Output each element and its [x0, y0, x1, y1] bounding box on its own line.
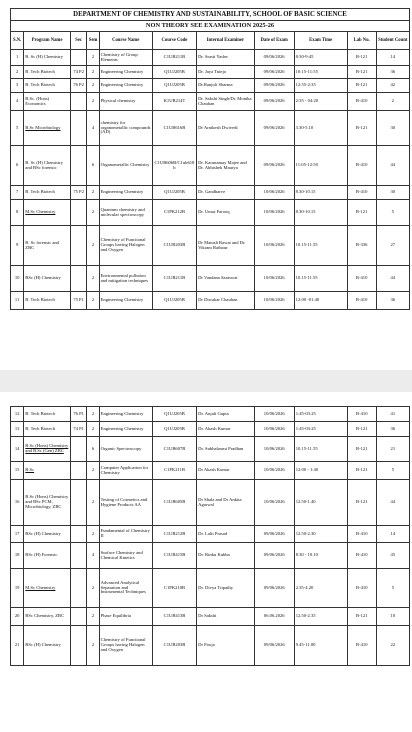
cell-sem: 2 — [87, 422, 99, 437]
cell-examiner: Dr. Sakshi Singh/Dr. Monika Chauhan — [197, 93, 255, 111]
cell-sec — [70, 50, 87, 66]
cell-program: B.Sc. (Hons) Economics — [24, 93, 71, 111]
cell-sec: 75 P2 — [70, 186, 87, 200]
cell-examiner: Dr. Akash Kumar — [197, 422, 255, 437]
cell-count: 45 — [376, 543, 409, 569]
cell-course: Phase Equilibria — [99, 608, 152, 626]
cell-date: 09/06/2026 — [254, 526, 294, 543]
cell-course: Chemistry of Functional Groups having Halogen and Oxygen — [99, 626, 152, 666]
col-examiner: Internal Examiner — [197, 32, 255, 50]
cell-sec — [70, 526, 87, 543]
col-date: Date of Exam — [254, 32, 294, 50]
cell-time: 8.30-10.15 — [294, 200, 347, 226]
cell-sem: 6 — [87, 146, 99, 186]
cell-code: Q1UJ205B — [152, 407, 196, 422]
cell-lab: B-121 — [347, 462, 376, 480]
exam-subtitle: NON THEORY SEE EXAMINATION 2025-26 — [11, 21, 410, 32]
cell-lab: B-121 — [347, 111, 376, 146]
cell-examiner: Dr. Divya Tripathy — [197, 569, 255, 608]
cell-course: Engineering Chemistry — [99, 292, 152, 310]
cell-lab: B-121 — [347, 608, 376, 626]
cell-time: 10.15-11.55 — [294, 266, 347, 292]
cell-examiner: Dr Vandana Saraswat — [197, 266, 255, 292]
schedule-page-1 — [10, 8, 412, 310]
exam-schedule-table-1 — [10, 8, 410, 310]
cell-time: 12.50-1.40 — [294, 480, 347, 526]
cell-code: C1PK210B — [152, 569, 196, 608]
cell-program: B. Tech Biotech — [24, 292, 71, 310]
cell-program: B. Tech Biotech — [24, 422, 71, 437]
table-row — [11, 50, 410, 66]
cell-program: B. Tech Biotech — [24, 66, 71, 79]
cell-lab: B-121 — [347, 480, 376, 526]
cell-count: 21 — [376, 437, 409, 462]
cell-time: 12:00 - 1:40 — [294, 462, 347, 480]
schedule-page-2 — [10, 406, 412, 666]
cell-sec — [70, 93, 87, 111]
cell-date: 09/06/2026 — [254, 66, 294, 79]
cell-program: B. Tech Biotech — [24, 186, 71, 200]
cell-sn: 2 — [11, 66, 24, 79]
cell-code: C1UB211B — [152, 50, 196, 66]
cell-code: C1UB606B/C1ub618b — [152, 146, 196, 186]
cell-lab: B-121 — [347, 79, 376, 93]
cell-program: BSc (H) Forensic — [24, 543, 71, 569]
cell-sn: 6 — [11, 146, 24, 186]
cell-examiner: Dr. Umar Farooq — [197, 200, 255, 226]
cell-count: 36 — [376, 422, 409, 437]
cell-code: C1UB203B — [152, 226, 196, 266]
table-row — [11, 608, 410, 626]
cell-examiner: Dr Akash Kumar — [197, 462, 255, 480]
cell-course: Environmental pollution and mitigation techniques — [99, 266, 152, 292]
cell-lab: B-121 — [347, 422, 376, 437]
cell-lab: B-410 — [347, 93, 376, 111]
cell-date: 10/06/2026 — [254, 292, 294, 310]
cell-examiner: Dr Diwakar Chauhan — [197, 292, 255, 310]
cell-program: B. Tech Biotech — [24, 407, 71, 422]
cell-course: Engineering Chemistry — [99, 407, 152, 422]
cell-examiner: Dr. Rinku Kubba — [197, 543, 255, 569]
cell-course: Engineering Chemistry — [99, 422, 152, 437]
cell-course: Chemistry of Functional Groups having Halogen and Oxygen — [99, 226, 152, 266]
cell-sec: 76 P2 — [70, 79, 87, 93]
cell-code: Q1UJ205B — [152, 292, 196, 310]
cell-code: C1UB605B — [152, 480, 196, 526]
cell-code: Q1UJ205B — [152, 422, 196, 437]
cell-sn: 7 — [11, 186, 24, 200]
cell-program: B.Sc (Hons) Chemistry and BSc PCM, Microbiology, ZBC — [24, 480, 71, 526]
cell-sec — [70, 226, 87, 266]
cell-sem: 2 — [87, 200, 99, 226]
table-row — [11, 266, 410, 292]
table-body-2 — [11, 407, 410, 666]
cell-code: C1UB607B — [152, 437, 196, 462]
cell-code: C1UB212B — [152, 526, 196, 543]
cell-count: 30 — [376, 111, 409, 146]
cell-sec: 76 P1 — [70, 407, 87, 422]
table-row — [11, 200, 410, 226]
cell-count: 14 — [376, 50, 409, 66]
cell-sem: 2 — [87, 226, 99, 266]
cell-sem: 2 — [87, 266, 99, 292]
cell-sec: 75 P1 — [70, 292, 87, 310]
cell-count: 27 — [376, 226, 409, 266]
cell-date: 10/06/2026 — [254, 200, 294, 226]
col-count: Student Count — [376, 32, 409, 50]
cell-count: 22 — [376, 626, 409, 666]
cell-sec — [70, 437, 87, 462]
cell-code: C1UB616B — [152, 111, 196, 146]
cell-sec — [70, 480, 87, 526]
cell-sem: 2 — [87, 462, 99, 480]
cell-examiner: Dr. Gandharve — [197, 186, 255, 200]
table-row — [11, 186, 410, 200]
cell-course: Chemistry of Group Elements — [99, 50, 152, 66]
cell-examiner: Dr. Subhalaxmi Pradhan — [197, 437, 255, 462]
cell-sec: 74 P1 — [70, 422, 87, 437]
table-row — [11, 422, 410, 437]
cell-sem: 2 — [87, 93, 99, 111]
cell-time: 9.45-11.00 — [294, 626, 347, 666]
cell-time: 12:00 -01:40 — [294, 292, 347, 310]
table-body-1 — [11, 50, 410, 310]
cell-count: 5 — [376, 200, 409, 226]
cell-examiner: Dr. Jaya Tuteja — [197, 66, 255, 79]
cell-count: 30 — [376, 186, 409, 200]
table-row — [11, 93, 410, 111]
cell-time: 10.15-11.55 — [294, 226, 347, 266]
table-row — [11, 569, 410, 608]
cell-examiner: Dr. Lalit Prasad — [197, 526, 255, 543]
cell-time: 2.35-4.20 — [294, 569, 347, 608]
cell-program: BSc (H) Chemistry — [24, 266, 71, 292]
cell-count: 44 — [376, 480, 409, 526]
cell-code: Q1UJ205B — [152, 79, 196, 93]
cell-code: C1UB415B — [152, 543, 196, 569]
table-row — [11, 66, 410, 79]
cell-time: 1:45-03:25 — [294, 407, 347, 422]
cell-date: 09/06/2026 — [254, 146, 294, 186]
cell-date: 10/06/2026 — [254, 407, 294, 422]
cell-program: M.Sc Chemistry — [24, 569, 71, 608]
cell-examiner: Dr. Karunamay Majee and Dr. Abhishek Maurya — [197, 146, 255, 186]
cell-code: C1PK211B — [152, 462, 196, 480]
department-title: DEPARTMENT OF CHEMISTRY AND SUSTAINABILITY, SCHOOL OF BASIC SCIENCE — [11, 9, 410, 21]
exam-schedule-table-2 — [10, 406, 410, 666]
table-row — [11, 111, 410, 146]
col-program: Program Name — [24, 32, 71, 50]
cell-sn: 10 — [11, 266, 24, 292]
cell-sn: 9 — [11, 226, 24, 266]
cell-lab: B-121 — [347, 200, 376, 226]
cell-date: 10/06/2026 — [254, 422, 294, 437]
table-row — [11, 79, 410, 93]
cell-time: 12.50-2.30 — [294, 526, 347, 543]
cell-sn: 12 — [11, 407, 24, 422]
cell-program: B. Sc (H) Chemistry and BSc forensic — [24, 146, 71, 186]
cell-sn: 11 — [11, 292, 24, 310]
cell-sn: 4 — [11, 93, 24, 111]
cell-course: Engineering Chemistry — [99, 79, 152, 93]
cell-date: 09/06/2026 — [254, 50, 294, 66]
cell-sec — [70, 543, 87, 569]
cell-course: chemistry for organometallic compounds (AD) — [99, 111, 152, 146]
cell-sn: 19 — [11, 569, 24, 608]
cell-sn: 20 — [11, 608, 24, 626]
cell-program: B.Sc Microbiology — [24, 111, 71, 146]
cell-examiner: Dr Manish Rawat and Dr. Vikram Rathour — [197, 226, 255, 266]
cell-course: Quantum chemistry and molecular spectroscopy — [99, 200, 152, 226]
cell-program: BSc (H) Chemistry — [24, 526, 71, 543]
table-row — [11, 480, 410, 526]
cell-sec — [70, 626, 87, 666]
cell-date: 10/06/2026 — [254, 226, 294, 266]
cell-sem: 2 — [87, 79, 99, 93]
cell-date: 10/06/2026 — [254, 186, 294, 200]
cell-program: B.Sc — [24, 462, 71, 480]
cell-count: 42 — [376, 79, 409, 93]
cell-count: 41 — [376, 407, 409, 422]
cell-examiner: Dr Arnikesh Dwivedi — [197, 111, 255, 146]
cell-lab: B-410 — [347, 543, 376, 569]
cell-sem: 2 — [87, 50, 99, 66]
cell-sem: 2 — [87, 480, 99, 526]
table-row — [11, 543, 410, 569]
cell-sn: 3 — [11, 79, 24, 93]
cell-course: Physical chemistry — [99, 93, 152, 111]
cell-time: 12.50-2.35 — [294, 608, 347, 626]
cell-sem: 2 — [87, 292, 99, 310]
cell-course: Advanced Analytical Separation and Instrumental Techniques — [99, 569, 152, 608]
cell-sec — [70, 146, 87, 186]
cell-code: Q1UJ205B — [152, 186, 196, 200]
cell-code: C1UB211B — [152, 266, 196, 292]
cell-examiner: Dr Shala and Dr Ankita Agarwal — [197, 480, 255, 526]
cell-lab: B-410 — [347, 526, 376, 543]
cell-lab: B-410 — [347, 569, 376, 608]
cell-time: 3.30-5.10 — [294, 111, 347, 146]
cell-sec: 74 P2 — [70, 66, 87, 79]
cell-sn: 18 — [11, 543, 24, 569]
cell-lab: B-410 — [347, 626, 376, 666]
cell-count: 10 — [376, 608, 409, 626]
cell-date: 09/06/2026 — [254, 569, 294, 608]
cell-date: 10/06/2026 — [254, 437, 294, 462]
cell-sem: 4 — [87, 111, 99, 146]
table-row — [11, 292, 410, 310]
cell-course: Testing of Cosmetics and Hygiene Products AA — [99, 480, 152, 526]
cell-examiner: Dr Pooja — [197, 626, 255, 666]
cell-code: C1UB203B — [152, 626, 196, 666]
cell-sec — [70, 462, 87, 480]
cell-examiner: Dr. Srasti Yadav — [197, 50, 255, 66]
cell-date: 09/06/2026 — [254, 626, 294, 666]
cell-time: 10.15-11.55 — [294, 437, 347, 462]
cell-count: 36 — [376, 292, 409, 310]
cell-count: 5 — [376, 462, 409, 480]
cell-code: K1UB214T — [152, 93, 196, 111]
cell-sec — [70, 266, 87, 292]
col-lab: Lab No. — [347, 32, 376, 50]
cell-sn: 8 — [11, 200, 24, 226]
cell-date: 10/06/2026 — [254, 266, 294, 292]
cell-sn: 14 — [11, 437, 24, 462]
cell-sn: 15 — [11, 462, 24, 480]
cell-sem: 6 — [87, 437, 99, 462]
col-sec: Sec — [70, 32, 87, 50]
cell-program: BSc (H) Chemistry — [24, 626, 71, 666]
cell-sem: 2 — [87, 608, 99, 626]
table-row — [11, 146, 410, 186]
cell-count: 44 — [376, 266, 409, 292]
cell-sem: 2 — [87, 626, 99, 666]
cell-lab: B-336 — [347, 226, 376, 266]
cell-date: 09/06/2026 — [254, 111, 294, 146]
page-separator — [0, 370, 412, 392]
cell-date: 09/06/2026 — [254, 93, 294, 111]
cell-course: Computer Application for Chemistry — [99, 462, 152, 480]
cell-count: 5 — [376, 569, 409, 608]
cell-lab: B-410 — [347, 186, 376, 200]
cell-sec — [70, 569, 87, 608]
cell-count: 14 — [376, 526, 409, 543]
cell-sem: 2 — [87, 66, 99, 79]
table-row — [11, 437, 410, 462]
col-time: Exam Time — [294, 32, 347, 50]
cell-time: 8.30-10.15 — [294, 186, 347, 200]
cell-code: C1UB413B — [152, 608, 196, 626]
cell-date: 09/06/2026 — [254, 543, 294, 569]
cell-lab: B-121 — [347, 66, 376, 79]
cell-time: 2:35 - 04:20 — [294, 93, 347, 111]
cell-program: M.Sc Chemistry — [24, 200, 71, 226]
column-header-row — [11, 32, 410, 50]
cell-date: 06.06.2026 — [254, 608, 294, 626]
cell-time: 11:05-12:50 — [294, 146, 347, 186]
cell-program: B. Tech Biotech — [24, 79, 71, 93]
cell-code: C1PK212B — [152, 200, 196, 226]
cell-course: Surface Chemistry and Chemical Kinetics — [99, 543, 152, 569]
cell-lab: B-410 — [347, 146, 376, 186]
cell-program: B. Sc (H) Chemistry — [24, 50, 71, 66]
cell-date: 10/06/2026 — [254, 462, 294, 480]
cell-examiner: Dr Sakshi — [197, 608, 255, 626]
cell-lab: B-121 — [347, 50, 376, 66]
table-row — [11, 526, 410, 543]
cell-sem: 4 — [87, 543, 99, 569]
cell-time: 1:45-03:25 — [294, 422, 347, 437]
cell-time: 12:55-2:35 — [294, 79, 347, 93]
cell-course: Fundamental of Chemistry II — [99, 526, 152, 543]
cell-sn: 13 — [11, 422, 24, 437]
cell-program: B. Sc forensic and ZBC — [24, 226, 71, 266]
cell-course: Engineering Chemistry — [99, 186, 152, 200]
cell-count: 44 — [376, 146, 409, 186]
cell-sn: 16 — [11, 480, 24, 526]
cell-examiner: Dr. Anjali Gupta — [197, 407, 255, 422]
cell-sn: 17 — [11, 526, 24, 543]
cell-sec — [70, 608, 87, 626]
cell-sem: 2 — [87, 569, 99, 608]
cell-date: 09/06/2026 — [254, 79, 294, 93]
cell-lab: B-410 — [347, 407, 376, 422]
cell-examiner: Dr.Ranjoli Sharma — [197, 79, 255, 93]
cell-sn: 5 — [11, 111, 24, 146]
cell-course: Engineering Chemistry — [99, 66, 152, 79]
col-code: Course Code — [152, 32, 196, 50]
cell-lab: B-410 — [347, 266, 376, 292]
cell-lab: B-121 — [347, 437, 376, 462]
cell-sec — [70, 200, 87, 226]
cell-sem: 2 — [87, 407, 99, 422]
table-row — [11, 226, 410, 266]
cell-code: Q1UJ205B — [152, 66, 196, 79]
table-row — [11, 407, 410, 422]
cell-sn: 1 — [11, 50, 24, 66]
cell-time: 10:15-11:55 — [294, 66, 347, 79]
cell-count: 2 — [376, 93, 409, 111]
cell-sn: 21 — [11, 626, 24, 666]
cell-count: 36 — [376, 66, 409, 79]
cell-program: B.Sc (Hons) Chemistry and B.Sc (Gen) ZBC — [24, 437, 71, 462]
cell-course: Organometallic Chemistry — [99, 146, 152, 186]
col-sem: Sem — [87, 32, 99, 50]
cell-sem: 2 — [87, 526, 99, 543]
cell-sem: 2 — [87, 186, 99, 200]
col-sn: S.N. — [11, 32, 24, 50]
cell-time: 8.30 - 10.10 — [294, 543, 347, 569]
cell-date: 10/06/2026 — [254, 480, 294, 526]
table-row — [11, 626, 410, 666]
col-course: Course Name — [99, 32, 152, 50]
cell-program: BSc Chemistry, ZBC — [24, 608, 71, 626]
cell-time: 8:30-9:45 — [294, 50, 347, 66]
table-row — [11, 462, 410, 480]
cell-lab: B-410 — [347, 292, 376, 310]
cell-course: Organic Spectroscopy — [99, 437, 152, 462]
cell-sec — [70, 111, 87, 146]
